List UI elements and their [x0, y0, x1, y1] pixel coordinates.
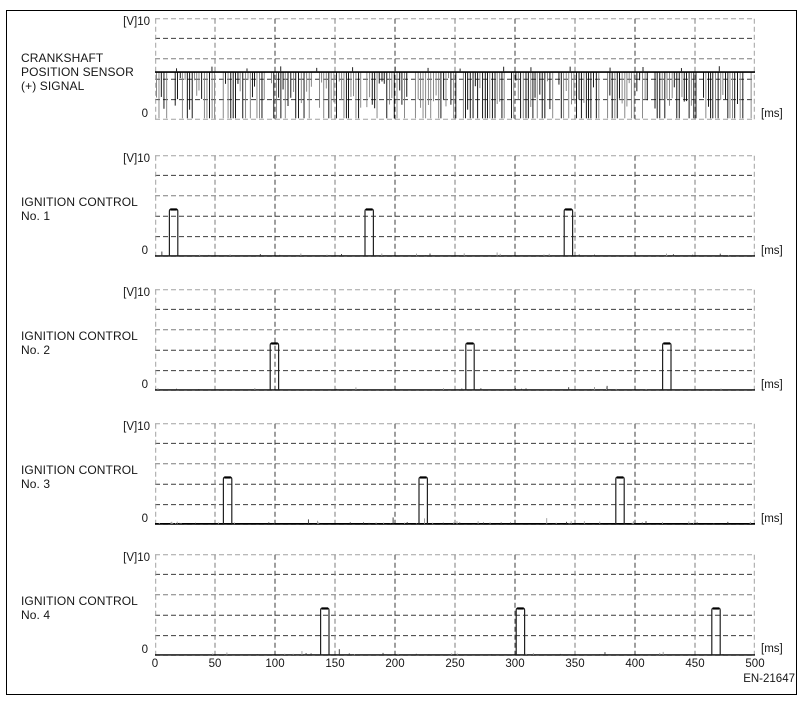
- x-tick-label: 50: [208, 658, 222, 670]
- ignition-1-waveform-plot: [155, 155, 755, 257]
- ignition-4-waveform-plot: [155, 554, 755, 656]
- y-axis-zero-label: 0: [141, 245, 148, 257]
- x-axis-unit-label: [ms]: [761, 379, 783, 391]
- y-axis-max-label: [V]10: [123, 421, 150, 433]
- chart-label-ignition-3: [21, 463, 155, 491]
- y-axis-max-label: [V]10: [123, 16, 150, 28]
- chart-label-line: IGNITION CONTROL: [21, 463, 138, 477]
- x-tick-label: 350: [565, 658, 585, 670]
- chart-label-line: No. 2: [21, 343, 51, 357]
- figure-code: EN-21647: [743, 673, 795, 685]
- y-axis-zero-label: 0: [141, 513, 148, 525]
- chart-label-line: IGNITION CONTROL: [21, 329, 138, 343]
- chart-label-line: No. 4: [21, 608, 51, 622]
- y-axis-max-label: [V]10: [123, 552, 150, 564]
- chart-label-ignition-4: [21, 594, 155, 622]
- chart-label-line: CRANKSHAFT: [21, 51, 104, 65]
- chart-label-crankshaft: [21, 51, 155, 93]
- ignition-3-waveform-plot: [155, 423, 755, 525]
- y-axis-max-label: [V]10: [123, 153, 150, 165]
- x-axis-unit-label: [ms]: [761, 643, 783, 655]
- x-tick-label: 250: [445, 658, 465, 670]
- chart-label-ignition-2: [21, 329, 155, 357]
- x-tick-label: 400: [625, 658, 645, 670]
- chart-label-line: POSITION SENSOR: [21, 65, 134, 79]
- chart-label-line: No. 1: [21, 209, 51, 223]
- x-tick-label: 500: [745, 658, 765, 670]
- x-axis-unit-label: [ms]: [761, 513, 783, 525]
- chart-label-ignition-1: [21, 195, 155, 223]
- y-axis-zero-label: 0: [141, 644, 148, 656]
- x-tick-label: 300: [505, 658, 525, 670]
- x-axis-unit-label: [ms]: [761, 245, 783, 257]
- chart-label-line: No. 3: [21, 477, 51, 491]
- chart-label-line: IGNITION CONTROL: [21, 195, 138, 209]
- x-tick-label: 0: [151, 658, 159, 670]
- y-axis-zero-label: 0: [141, 108, 148, 120]
- x-axis-unit-label: [ms]: [761, 108, 783, 120]
- y-axis-max-label: [V]10: [123, 287, 150, 299]
- crankshaft-waveform-plot: [155, 18, 755, 120]
- x-tick-label: 100: [265, 658, 285, 670]
- chart-label-line: (+) SIGNAL: [21, 79, 85, 93]
- x-tick-label: 450: [685, 658, 705, 670]
- ignition-2-waveform-plot: [155, 289, 755, 391]
- x-tick-label: 200: [385, 658, 405, 670]
- x-tick-label: 150: [325, 658, 345, 670]
- chart-label-line: IGNITION CONTROL: [21, 594, 138, 608]
- y-axis-zero-label: 0: [141, 379, 148, 391]
